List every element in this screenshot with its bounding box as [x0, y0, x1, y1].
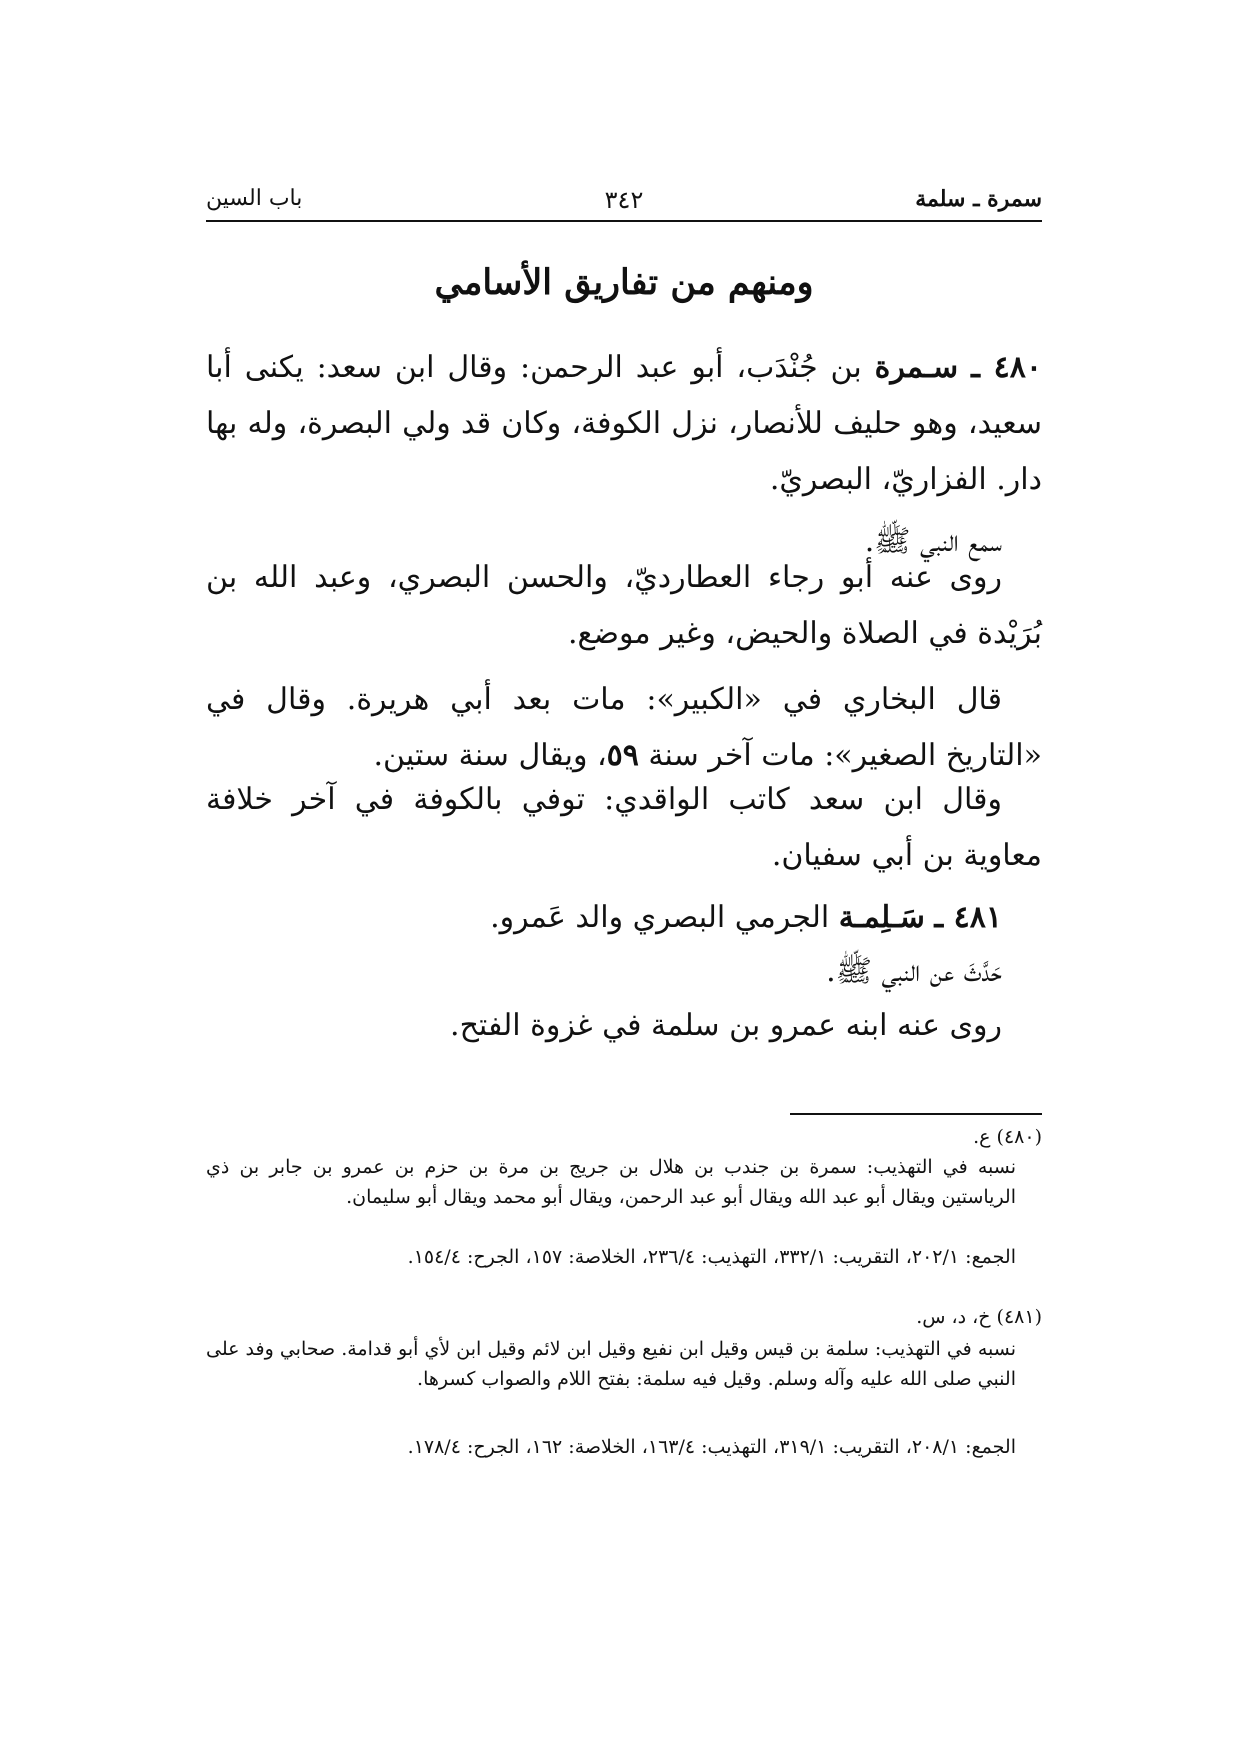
running-header	[206, 186, 1042, 220]
footnote-481-label: (٤٨١) خ، د، س.	[916, 1306, 1042, 1328]
footnote-481-lineage: نسبه في التهذيب: سلمة بن قيس وقيل ابن نفيع وقيل ابن لائم وقيل ابن لأي أبو قدامة. صحابي وفد على النبي صلى الله عليه وآله وسلم. وقيل فيه سلمة: بفتح اللام والصواب كسرها.	[206, 1338, 1016, 1390]
entry-480-heard: سمع النبي ﷺ.	[864, 524, 1002, 559]
entry-481-intro: الجرمي البصري والد عَمرو.	[490, 900, 839, 935]
entry-480-intro: بن جُنْدَب، أبو عبد الرحمن: وقال ابن سعد: يكنى أبا سعيد، وهو حليف للأنصار، نزل الكوفة، وكان قد ولي البصرة، وله بها دار. الفزاريّ، البصريّ.	[206, 350, 1042, 497]
footnote-480-lineage: نسبه في التهذيب: سمرة بن جندب بن هلال بن جريج بن مرة بن حزم بن عمرو بن جابر بن ذي الرياستين ويقال أبو عبد الله ويقال أبو عبد الرحمن، ويقال أبو محمد ويقال أبو سليمان.	[206, 1156, 1016, 1208]
footnote-480-refs: الجمع: ٢٠٢/١، التقريب: ٣٣٢/١، التهذيب: ٢٣٦/٤، الخلاصة: ١٥٧، الجرح: ١٥٤/٤.	[407, 1246, 1016, 1268]
section-title: ومنهم من تفاريق الأسامي	[434, 262, 814, 303]
entry-481-heading	[206, 890, 1042, 946]
entry-480-bukhari-b: ، ويقال سنة ستين.	[373, 738, 607, 773]
footnote-481-refs: الجمع: ٢٠٨/١، التقريب: ٣١٩/١، التهذيب: ١٦٣/٤، الخلاصة: ١٦٢، الجرح: ١٧٨/٤.	[407, 1436, 1016, 1458]
entry-480-bukhari-a: قال البخاري في «الكبير»: مات بعد أبي هريرة. وقال في «التاريخ الصغير»: مات آخر سنة	[206, 682, 1042, 773]
page-number: ٣٤٢	[604, 186, 644, 214]
entry-480-name: سـمرة	[874, 350, 959, 385]
footnote-rule	[790, 1113, 1042, 1115]
entry-481-name: سَـلِمـة	[838, 900, 925, 935]
header-entry-range: سمرة ـ سلمة	[915, 186, 1042, 212]
entry-480-narrators: روى عنه أبو رجاء العطارديّ، والحسن البصري، وعبد الله بن بُرَيْدة في الصلاة والحيض، وغير موضع.	[206, 560, 1042, 651]
entry-480-death-year: ٥٩	[606, 738, 639, 773]
entry-480-ibn-saad: وقال ابن سعد كاتب الواقدي: توفي بالكوفة في آخر خلافة معاوية بن أبي سفيان.	[206, 782, 1042, 873]
entry-481-number: ٤٨١ ـ	[934, 900, 1002, 935]
entry-481-narrated: حَدَّثَ عن النبي ﷺ.	[826, 954, 1002, 989]
header-chapter: باب السين	[206, 186, 303, 211]
entry-480-number: ٤٨٠ ـ	[971, 350, 1042, 385]
entry-480-bukhari	[206, 672, 1042, 784]
header-rule	[206, 220, 1042, 222]
footnote-480-label: (٤٨٠) ع.	[973, 1126, 1042, 1148]
entry-480-heading	[206, 340, 1042, 508]
entry-481-narrators: روى عنه ابنه عمرو بن سلمة في غزوة الفتح.	[450, 1008, 1002, 1043]
